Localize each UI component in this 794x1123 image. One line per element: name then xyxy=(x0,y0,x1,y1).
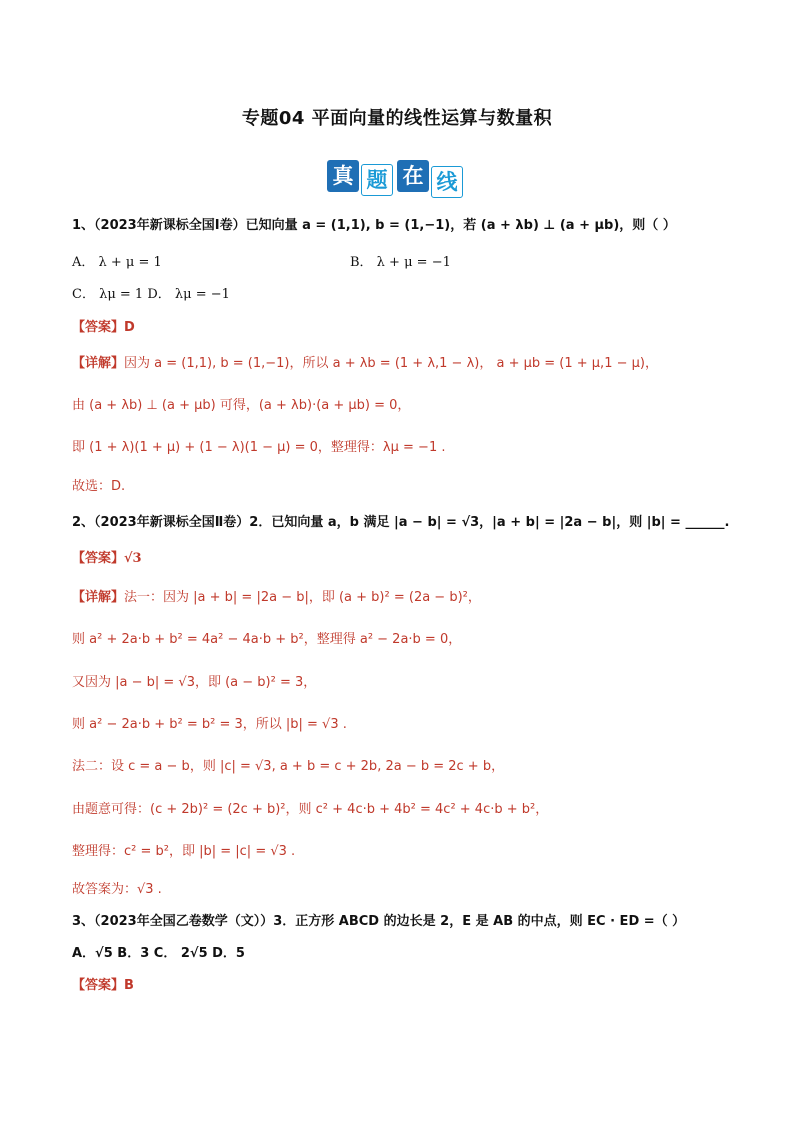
answer-value: B xyxy=(124,978,134,993)
banner-tile: 题 xyxy=(361,164,393,196)
question-1-option-a: A． λ + μ = 1 xyxy=(72,255,162,270)
question-3-stem: 3、（2023年全国乙卷数学（文））3．正方形 ABCD 的边长是 2，E 是 AB 的中点，则 EC · ED =（ ） xyxy=(72,914,686,929)
question-2-detail-line: 又因为 |a − b| = √3，即 (a − b)² = 3， xyxy=(72,675,317,690)
question-1-stem: 1、（2023年新课标全国Ⅰ卷）已知向量 a = (1,1), b = (1,−1)，若 (a + λb) ⊥ (a + μb)，则（ ） xyxy=(72,218,676,233)
question-1-detail-line: 故选：D. xyxy=(72,479,126,494)
question-2-stem: 2、（2023年新课标全国Ⅱ卷）2．已知向量 a，b 满足 |a − b| = √3，|a + b| = |2a − b|，则 |b| = ______. xyxy=(72,515,730,530)
question-2-detail-line: 法二：设 c = a − b，则 |c| = √3, a + b = c + 2b, 2a − b = 2c + b， xyxy=(72,759,505,774)
detail-text: 因为 a = (1,1), b = (1,−1)，所以 a + λb = (1 + λ,1 − λ)， a + μb = (1 + μ,1 − μ)， xyxy=(124,356,658,371)
banner-tile: 真 xyxy=(327,160,359,192)
question-2-detail-line: 则 a² + 2a·b + b² = 4a² − 4a·b + b²，整理得 a² − 2a·b = 0， xyxy=(72,632,462,647)
detail-label: 【详解】 xyxy=(72,356,125,371)
question-3-options: A．√5 B．3 C． 2√5 D．5 xyxy=(72,946,245,961)
detail-text: 法一：因为 |a + b| = |2a − b|，即 (a + b)² = (2a − b)²， xyxy=(124,590,481,605)
question-1-detail-line xyxy=(72,352,658,371)
answer-label: 【答案】 xyxy=(72,320,125,335)
page-title: 专题04 平面向量的线性运算与数量积 xyxy=(241,108,553,129)
detail-label: 【详解】 xyxy=(72,590,125,605)
question-2-detail-line: 由题意可得：(c + 2b)² = (2c + b)²，则 c² + 4c·b + 4b² = 4c² + 4c·b + b²， xyxy=(72,802,549,817)
question-1-answer xyxy=(72,316,135,335)
answer-value: √3 xyxy=(124,551,142,566)
question-1-option-b: B． λ + μ = −1 xyxy=(350,255,451,270)
question-2-detail-line: 整理得：c² = b²，即 |b| = |c| = √3 . xyxy=(72,844,296,859)
question-1-detail-line: 即 (1 + λ)(1 + μ) + (1 − λ)(1 − μ) = 0，整理得：λμ = −1 . xyxy=(72,440,446,455)
question-2-answer xyxy=(72,547,142,566)
question-2-detail-line xyxy=(72,586,481,605)
question-1-option-cd: C． λμ = 1 D． λμ = −1 xyxy=(72,287,230,302)
banner-tile: 线 xyxy=(431,166,463,198)
answer-value: D xyxy=(124,320,135,335)
question-2-detail-line: 故答案为：√3 . xyxy=(72,882,162,897)
question-2-detail-line: 则 a² − 2a·b + b² = b² = 3，所以 |b| = √3 . xyxy=(72,717,347,732)
section-banner xyxy=(327,158,467,198)
question-1-detail-line: 由 (a + λb) ⊥ (a + μb) 可得，(a + λb)·(a + μb) = 0， xyxy=(72,398,411,413)
question-3-answer xyxy=(72,974,134,993)
answer-label: 【答案】 xyxy=(72,551,125,566)
answer-label: 【答案】 xyxy=(72,978,125,993)
banner-tile: 在 xyxy=(397,160,429,192)
